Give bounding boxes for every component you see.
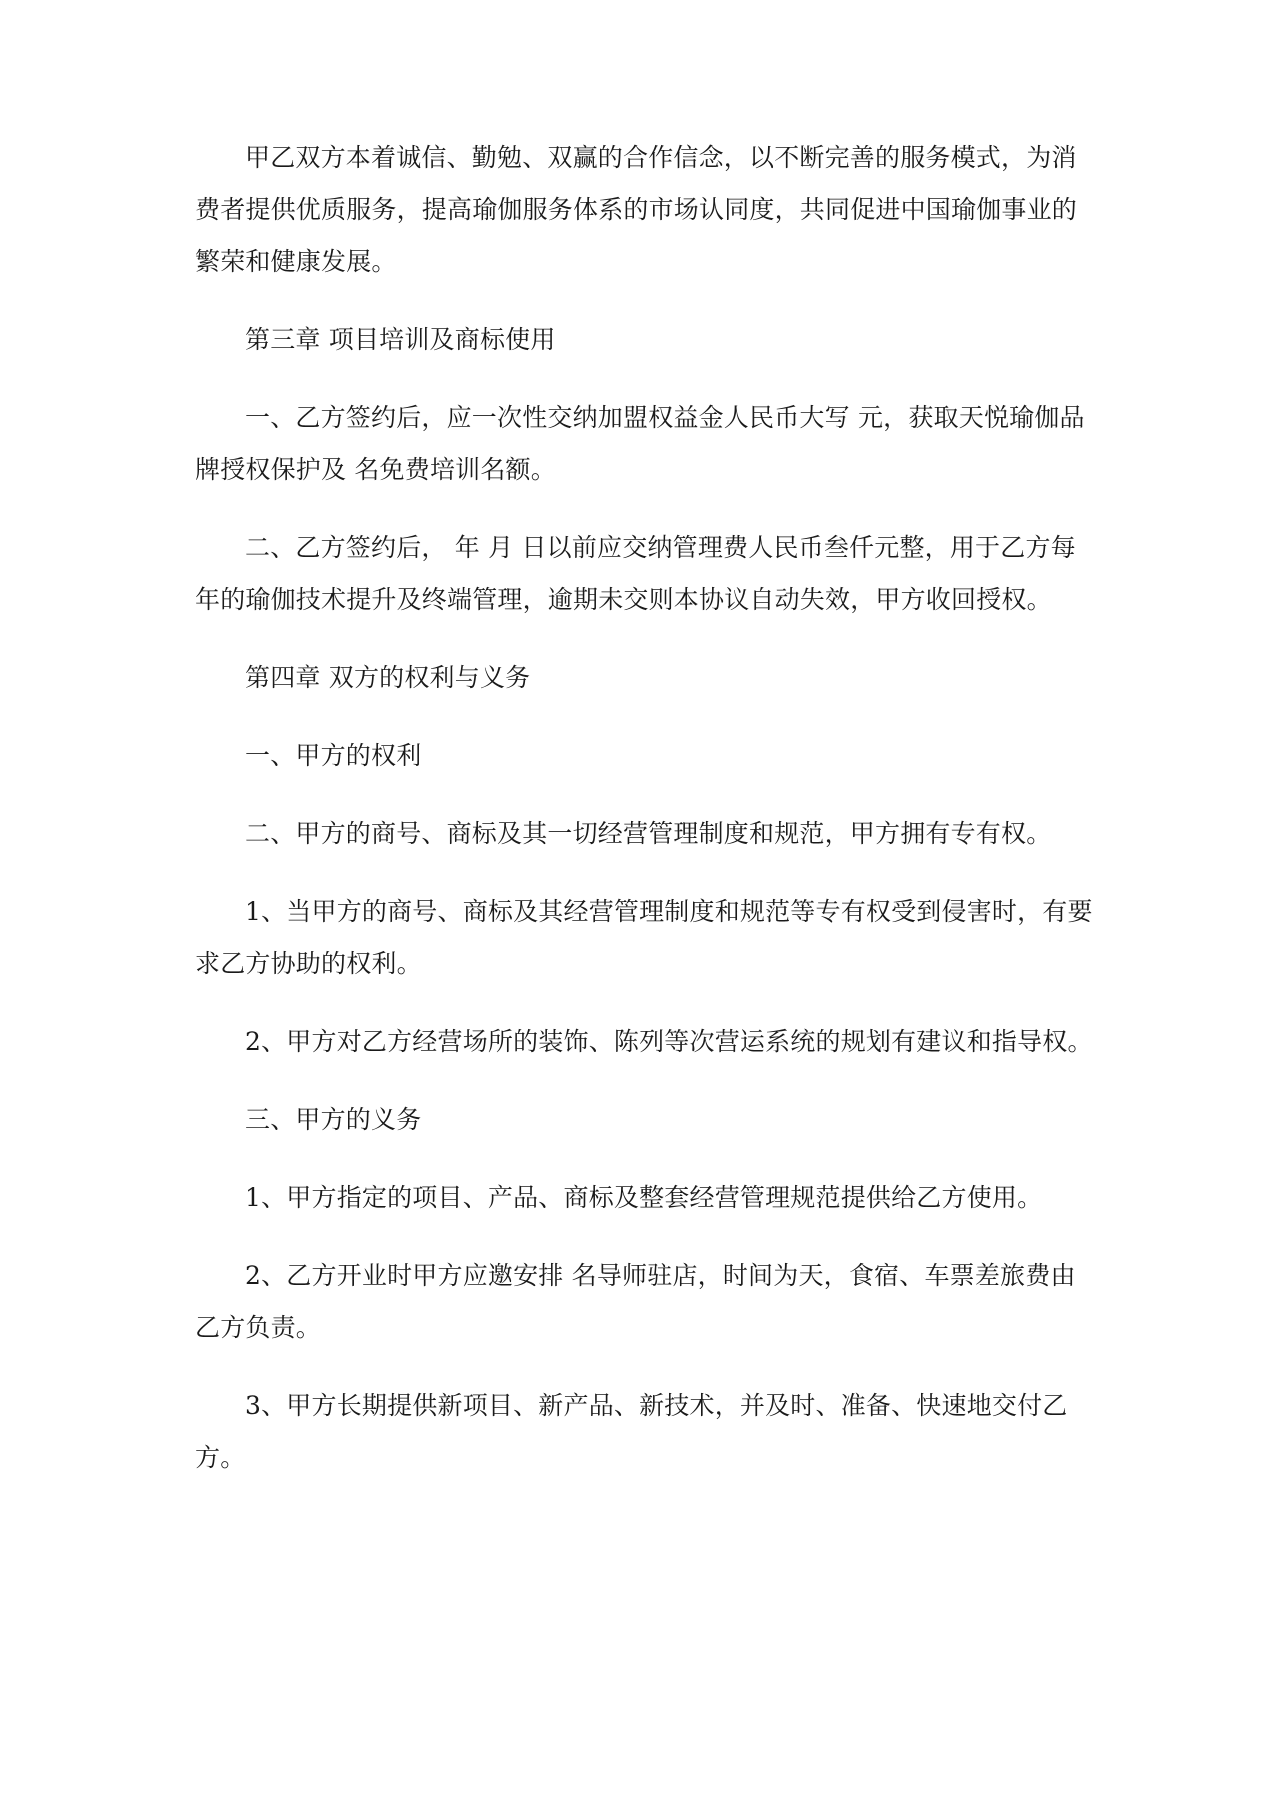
- paragraph-management-fee: 二、乙方签约后， 年 月 日以前应交纳管理费人民币叁仟元整，用于乙方每年的瑜伽技术提升及终端管理，逾期未交则本协议自动失效，甲方收回授权。: [195, 533, 1076, 614]
- paragraph-intro: 甲乙双方本着诚信、勤勉、双赢的合作信念，以不断完善的服务模式，为消费者提供优质服务，提高瑜伽服务体系的市场认同度，共同促进中国瑜伽事业的繁荣和健康发展。: [195, 143, 1078, 276]
- paragraph-franchise-fee: 一、乙方签约后，应一次性交纳加盟权益金人民币大写 元，获取天悦瑜伽品牌授权保护及 名免费培训名额。: [195, 403, 1085, 484]
- section-party-a-obligations: 三、甲方的义务: [245, 1105, 422, 1134]
- paragraph-right-2: 2、甲方对乙方经营场所的装饰、陈列等次营运系统的规划有建议和指导权。: [245, 1027, 1093, 1056]
- paragraph-obligation-3: 3、甲方长期提供新项目、新产品、新技术，并及时、准备、快速地交付乙方。: [195, 1391, 1068, 1472]
- paragraph-obligation-2: 2、乙方开业时甲方应邀安排 名导师驻店，时间为天，食宿、车票差旅费由乙方负责。: [195, 1261, 1076, 1342]
- document-body: [195, 132, 1100, 1510]
- paragraph-exclusive-rights: 二、甲方的商号、商标及其一切经营管理制度和规范，甲方拥有专有权。: [245, 819, 1052, 848]
- section-party-a-rights: 一、甲方的权利: [245, 741, 422, 770]
- chapter-3-heading: 第三章 项目培训及商标使用: [245, 325, 556, 354]
- chapter-4-heading: 第四章 双方的权利与义务: [245, 663, 531, 692]
- paragraph-obligation-1: 1、甲方指定的项目、产品、商标及整套经营管理规范提供给乙方使用。: [245, 1183, 1043, 1212]
- paragraph-right-1: 1、当甲方的商号、商标及其经营管理制度和规范等专有权受到侵害时，有要求乙方协助的权利。: [195, 897, 1093, 978]
